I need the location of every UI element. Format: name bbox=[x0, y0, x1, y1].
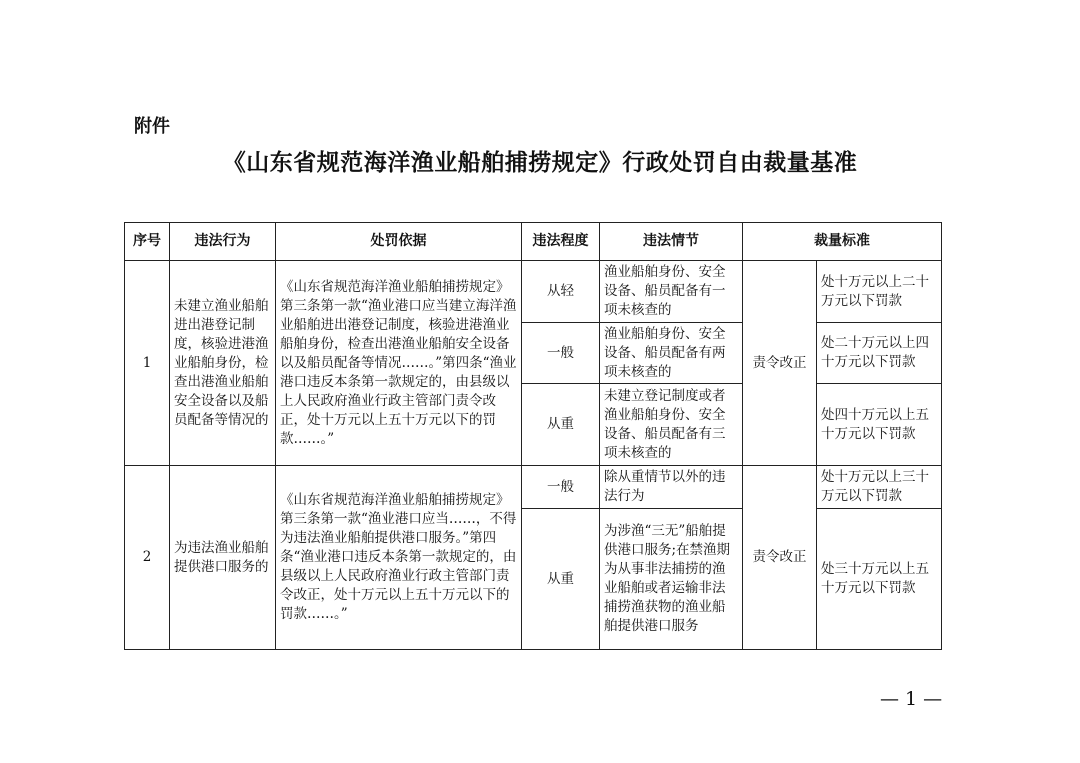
row-1-measure: 责令改正 bbox=[743, 261, 817, 466]
row-2-seq: 2 bbox=[125, 466, 170, 650]
penalty-standard-table bbox=[124, 222, 942, 650]
row-2-basis: 《山东省规范海洋渔业船舶捕捞规定》第三条第一款“渔业港口应当……，不得为违法渔业船舶提供港口服务。”第四条“渔业港口违反本条第一款规定的，由县级以上人民政府渔业行政主管部门责令改正，处十万元以上五十万元以下的罚款……。” bbox=[276, 466, 522, 650]
row-2-measure: 责令改正 bbox=[743, 466, 817, 650]
row-2-degree-1: 一般 bbox=[522, 466, 600, 509]
row-1-degree-1: 从轻 bbox=[522, 261, 600, 323]
row-1-degree-3: 从重 bbox=[522, 384, 600, 466]
row-1-degree-2: 一般 bbox=[522, 323, 600, 384]
header-violation: 违法行为 bbox=[170, 223, 276, 261]
row-2-circumstance-1: 除从重情节以外的违法行为 bbox=[600, 466, 743, 509]
row-2-penalty-1: 处十万元以上三十万元以下罚款 bbox=[817, 466, 942, 509]
attachment-label: 附件 bbox=[134, 116, 170, 137]
row-1-circumstance-3: 未建立登记制度或者渔业船舶身份、安全设备、船员配备有三项未核查的 bbox=[600, 384, 743, 466]
row-1-basis: 《山东省规范海洋渔业船舶捕捞规定》第三条第一款“渔业港口应当建立海洋渔业船舶进出港登记制度，核验进港渔业船舶身份，检查出港渔业船舶安全设备以及船员配备等情况……。”第四条“渔业港口违反本条第一款规定的，由县级以上人民政府渔业行政主管部门责令改正，处十万元以上五十万元以下的罚款……。” bbox=[276, 261, 522, 466]
row-1-penalty-2: 处二十万元以上四十万元以下罚款 bbox=[817, 323, 942, 384]
header-standard: 裁量标准 bbox=[743, 223, 942, 261]
row-2-penalty-2: 处三十万元以上五十万元以下罚款 bbox=[817, 509, 942, 650]
row-1-violation: 未建立渔业船舶进出港登记制度，核验进港渔业船舶身份，检查出港渔业船舶安全设备以及船员配备等情况的 bbox=[170, 261, 276, 466]
header-circumstance: 违法情节 bbox=[600, 223, 743, 261]
row-1-seq: 1 bbox=[125, 261, 170, 466]
row-1-penalty-1: 处十万元以上二十万元以下罚款 bbox=[817, 261, 942, 323]
table-row bbox=[125, 466, 942, 509]
document-title: 《山东省规范海洋渔业船舶捕捞规定》行政处罚自由裁量基准 bbox=[222, 149, 858, 176]
header-degree: 违法程度 bbox=[522, 223, 600, 261]
table-header-row bbox=[125, 223, 942, 261]
table-row bbox=[125, 261, 942, 323]
page-number: — 1 — bbox=[880, 688, 943, 710]
row-2-degree-2: 从重 bbox=[522, 509, 600, 650]
row-1-circumstance-2: 渔业船舶身份、安全设备、船员配备有两项未核查的 bbox=[600, 323, 743, 384]
row-2-violation: 为违法渔业船舶提供港口服务的 bbox=[170, 466, 276, 650]
row-2-circumstance-2: 为涉渔“三无”船舶提供港口服务;在禁渔期为从事非法捕捞的渔业船舶或者运输非法捕捞渔获物的渔业船舶提供港口服务 bbox=[600, 509, 743, 650]
row-1-circumstance-1: 渔业船舶身份、安全设备、船员配备有一项未核查的 bbox=[600, 261, 743, 323]
row-1-penalty-3: 处四十万元以上五十万元以下罚款 bbox=[817, 384, 942, 466]
header-seq: 序号 bbox=[125, 223, 170, 261]
header-basis: 处罚依据 bbox=[276, 223, 522, 261]
